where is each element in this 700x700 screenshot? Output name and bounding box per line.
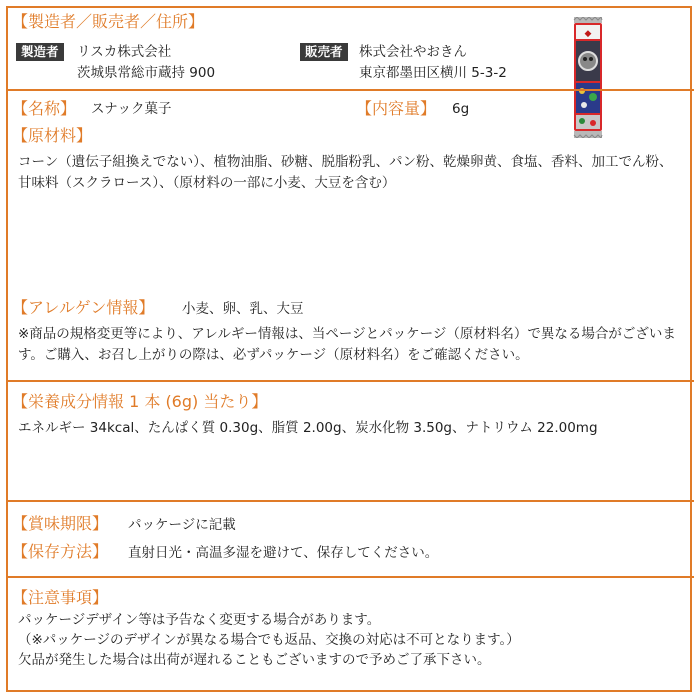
seller-address: 東京都墨田区横川 5-3-2 xyxy=(359,65,507,81)
allergy-heading: 【アレルゲン情報】 xyxy=(12,298,155,317)
nutrition-heading: 【栄養成分情報 1 本 (6g) 当たり】 xyxy=(12,392,268,411)
ingredients-heading: 【原材料】 xyxy=(12,126,93,145)
ingredients-text: コーン（遺伝子組換えでない）、植物油脂、砂糖、脱脂粉乳、パン粉、乾燥卵黄、食塩、香料、加工でん粉、甘味料（スクラロース）、（原材料の一部に小麦、大豆を含む） xyxy=(18,154,673,191)
name-value: スナック菓子 xyxy=(91,101,172,117)
expiry-value: パッケージに記載 xyxy=(128,517,236,533)
storage-value: 直射日光・高温多湿を避けて、保存してください。 xyxy=(128,545,439,561)
nutrition-text: エネルギー 34kcal、たんぱく質 0.30g、脂質 2.00g、炭水化物 3.50g、ナトリウム 22.00mg xyxy=(18,420,598,436)
divider xyxy=(6,380,694,382)
notes-line: （※パッケージのデザインが異なる場合でも返品、交換の対応は不可となります。） xyxy=(18,632,520,648)
storage-heading: 【保存方法】 xyxy=(12,542,109,561)
allergy-value: 小麦、卵、乳、大豆 xyxy=(182,301,304,317)
allergy-note: ※商品の規格変更等により、アレルギー情報は、当ページとパッケージ（原材料名）で異なる場合がございます。ご購入、お召し上がりの際は、必ずパッケージ（原材料名）をご確認ください。 xyxy=(18,326,676,363)
seller-tag: 販売者 xyxy=(300,43,348,61)
notes-line: パッケージデザイン等は予告なく変更する場合があります。 xyxy=(18,612,381,628)
expiry-heading: 【賞味期限】 xyxy=(12,514,109,533)
content-heading: 【内容量】 xyxy=(356,99,437,118)
notes-line: 欠品が発生した場合は出荷が遅れることもございますので予めご了承下さい。 xyxy=(18,652,491,668)
maker-tag: 製造者 xyxy=(16,43,64,61)
maker-section-heading: 【製造者／販売者／住所】 xyxy=(12,12,205,31)
divider xyxy=(6,500,694,502)
divider xyxy=(6,89,694,91)
svg-text:◆: ◆ xyxy=(584,29,592,39)
notes-heading: 【注意事項】 xyxy=(12,588,109,607)
content-value: 6g xyxy=(452,101,470,117)
snack-package-icon xyxy=(573,17,603,138)
maker-address: 茨城県常総市蔵持 900 xyxy=(77,65,216,81)
divider xyxy=(6,576,694,578)
seller-name: 株式会社やおきん xyxy=(359,44,467,60)
maker-name: リスカ株式会社 xyxy=(77,44,172,60)
name-heading: 【名称】 xyxy=(12,99,77,118)
